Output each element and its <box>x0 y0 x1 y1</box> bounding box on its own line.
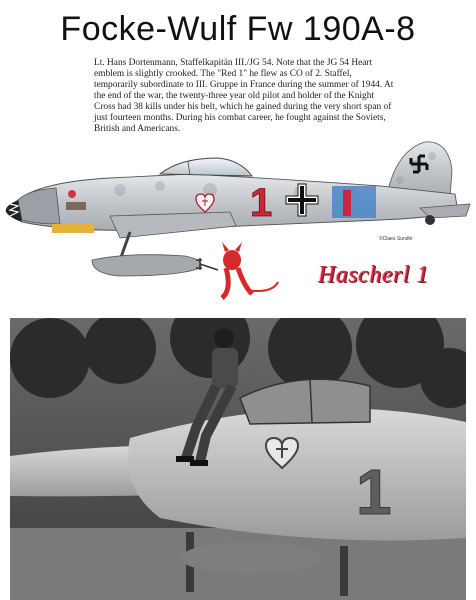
drop-tank <box>92 255 201 276</box>
engine-cowling <box>18 188 60 224</box>
caption-text: Lt. Hans Dortenmann, Staffelkapitän III./JG 54. Note that the JG 54 Heart emblem is slightly crooked. The "Red 1" he flew as CO of 2. Staffel, temporarily subordinate to III. Gruppe in France during the summer of 1944. At the end of the war, the twenty-three year old pilot and holder of the Knight Cross had 38 kills under his belt, which he gained during the very short span of just fourteen months. During his combat career, he fought against the Soviets, British and Americans. <box>94 58 394 134</box>
photo-aircraft-number: 1 <box>356 456 392 528</box>
historical-photo <box>10 318 466 600</box>
aircraft-profile <box>0 120 476 320</box>
yellow-underside-panel <box>52 224 94 233</box>
profile-aircraft-number: 1 <box>250 181 273 225</box>
page-title: Focke-Wulf Fw 190A-8 <box>60 10 416 48</box>
canopy <box>160 158 252 176</box>
devil-mascot-icon <box>196 242 278 298</box>
photo-fuselage <box>128 408 466 540</box>
photo-illustration <box>10 318 466 600</box>
red-bar-marking <box>343 190 351 216</box>
artist-credit: ©Claes Sundin <box>379 236 413 242</box>
nose-art-text: Hascherl 1 <box>318 262 429 288</box>
tail-wheel <box>425 215 435 225</box>
fuselage-band <box>332 186 376 218</box>
nose-emblem-icon <box>68 190 76 198</box>
